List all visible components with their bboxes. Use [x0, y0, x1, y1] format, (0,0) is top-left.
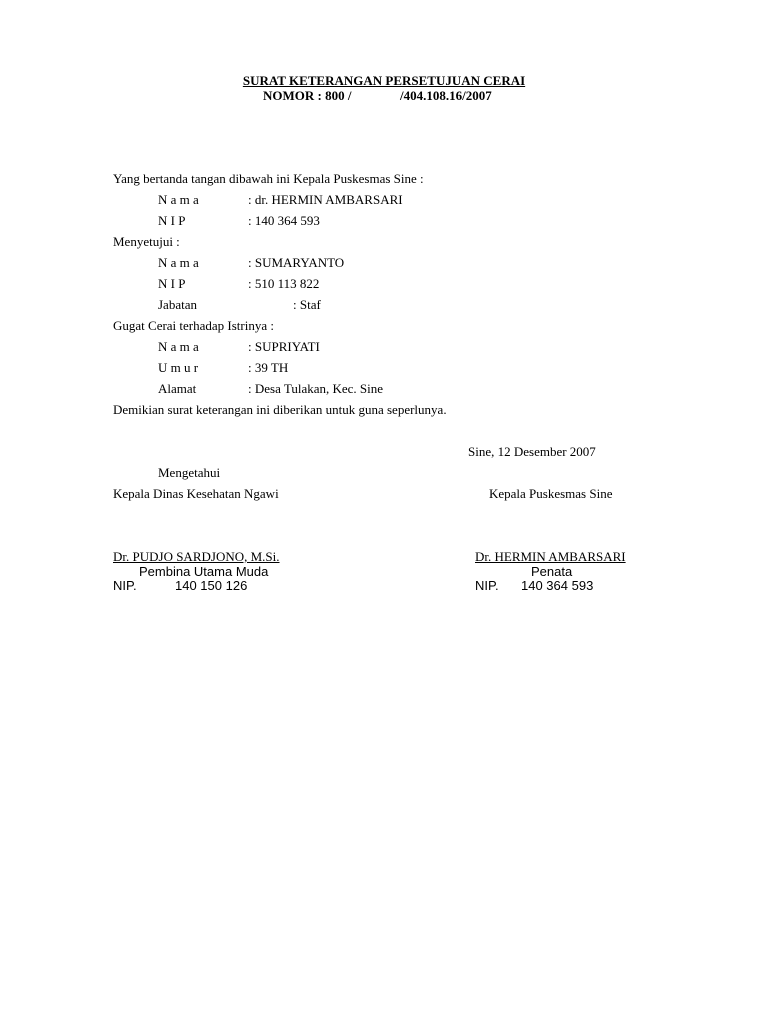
- left-signer-nip-value: 140 150 126: [175, 578, 248, 593]
- right-signer-nip-label: NIP.: [475, 578, 499, 593]
- document-number-label: NOMOR : 800 /: [263, 88, 352, 103]
- document-number-suffix: /404.108.16/2007: [400, 88, 492, 103]
- document-title: SURAT KETERANGAN PERSETUJUAN CERAI: [242, 73, 526, 88]
- signer-nip-value: : 140 364 593: [248, 213, 320, 228]
- spouse-name-value: : SUPRIYATI: [248, 339, 320, 354]
- spouse-name-label: N a m a: [158, 339, 199, 354]
- signer-name-label: N a m a: [158, 192, 199, 207]
- left-signer-nip-label: NIP.: [113, 578, 137, 593]
- spouse-age-label: U m u r: [158, 360, 199, 375]
- signer-name-value: : dr. HERMIN AMBARSARI: [248, 192, 403, 207]
- agree-label: Menyetujui :: [113, 234, 180, 249]
- spouse-age-value: : 39 TH: [248, 360, 289, 375]
- approved-name-label: N a m a: [158, 255, 199, 270]
- left-signer-name: Dr. PUDJO SARDJONO, M.Si.: [113, 549, 280, 564]
- right-signer-name: Dr. HERMIN AMBARSARI: [475, 549, 626, 564]
- left-signer-rank: Pembina Utama Muda: [139, 564, 269, 579]
- right-signer-nip-value: 140 364 593: [521, 578, 594, 593]
- approved-position-value: : Staf: [293, 297, 321, 312]
- signer-nip-label: N I P: [158, 213, 186, 228]
- approved-position-label: Jabatan: [158, 297, 197, 312]
- intro-text: Yang bertanda tangan dibawah ini Kepala Puskesmas Sine :: [113, 171, 424, 186]
- left-signer-position: Kepala Dinas Kesehatan Ngawi: [113, 486, 279, 501]
- right-signer-rank: Penata: [531, 564, 573, 579]
- closing-text: Demikian surat keterangan ini diberikan untuk guna seperlunya.: [113, 402, 447, 417]
- right-signer-position: Kepala Puskesmas Sine: [489, 486, 613, 501]
- approved-nip-label: N I P: [158, 276, 186, 291]
- spouse-address-label: Alamat: [158, 381, 197, 396]
- approved-name-value: : SUMARYANTO: [248, 255, 345, 270]
- spouse-address-value: : Desa Tulakan, Kec. Sine: [248, 381, 384, 396]
- acknowledge-label: Mengetahui: [158, 465, 221, 480]
- suit-label: Gugat Cerai terhadap Istrinya :: [113, 318, 274, 333]
- place-date: Sine, 12 Desember 2007: [468, 444, 596, 459]
- approved-nip-value: : 510 113 822: [248, 276, 320, 291]
